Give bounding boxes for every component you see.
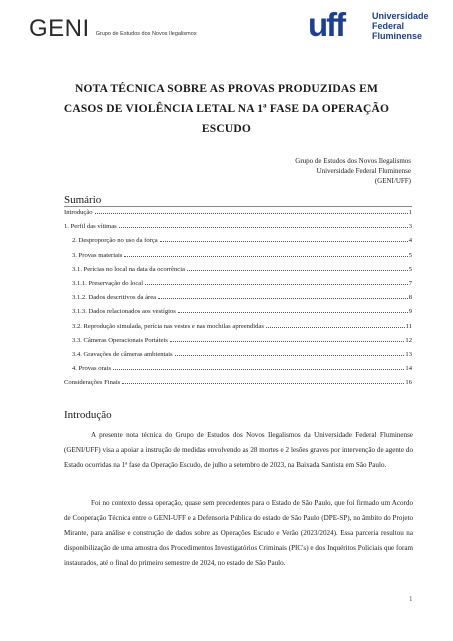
toc-entry-label: 3.1. Perícias no local na data da ocorrência — [72, 265, 185, 273]
toc-entry-page: 11 — [405, 322, 412, 330]
summary-heading: Sumário — [64, 194, 102, 206]
document-title — [30, 79, 423, 139]
toc-leader-dots — [175, 349, 405, 356]
toc-entry-page: 7 — [408, 279, 412, 287]
toc-entry[interactable] — [64, 264, 412, 278]
toc-entry[interactable] — [64, 335, 412, 349]
toc-leader-dots — [124, 250, 407, 257]
toc-entry[interactable] — [64, 292, 412, 306]
svg-text:uff: uff — [308, 8, 345, 42]
toc-leader-dots — [266, 321, 405, 328]
intro-paragraph-2: Foi no contexto dessa operação, quase sem precedentes para o Estado de São Paulo, que foi firmado um Acordo de Cooperação Técnica entre o GENI-UFF e a Defensoria Pública do estado de São Paulo (DPE-SP), no âmbito do Projeto Mirante, para análise e construção de dados sobre as Operações Escudo e Verão (2023/2024). Essa parceria resultou na disponibilização de uma amostra dos Procedimentos Investigatórios Criminais (PIC's) e dos Inquéritos Policiais que foram instaurados, até o final do primeiro semestre de 2024, no estado de São Paulo. — [64, 499, 413, 567]
uff-line-1: Universidade — [372, 11, 429, 21]
uff-logo-mark — [308, 8, 370, 42]
affiliation-line-1: Grupo de Estudos dos Novos Ilegalismos — [295, 157, 411, 165]
toc-leader-dots — [160, 235, 408, 242]
toc-entry-page: 5 — [408, 265, 412, 273]
toc-entry-page: 4 — [408, 237, 412, 245]
toc-entry[interactable] — [64, 306, 412, 320]
toc-entry-label: 2. Desproporção no uso da força — [72, 237, 158, 245]
toc-entry-label: 1. Perfil das vítimas — [64, 223, 117, 231]
affiliation-block — [295, 156, 411, 186]
title-line-2: CASOS DE VIOLÊNCIA LETAL NA 1ª FASE DA OPERAÇÃO — [63, 103, 390, 115]
toc-entry[interactable] — [64, 235, 412, 249]
toc-entry-label: 3.1.3. Dados relacionados aos vestígios — [72, 308, 176, 316]
toc-leader-dots — [119, 221, 408, 228]
toc-entry-label: 3. Provas materiais — [72, 251, 123, 259]
geni-logo-word: GENI — [29, 15, 90, 42]
toc-leader-dots — [178, 306, 408, 313]
toc-leader-dots — [113, 363, 404, 370]
toc-entry-label: 3.2. Reprodução simulada, perícia nas vestes e nas mochilas apreendidas — [72, 322, 264, 330]
toc-entry-page: 13 — [405, 350, 412, 358]
affiliation-line-2: Universidade Federal Fluminense — [316, 167, 411, 175]
toc-entry-page: 1 — [408, 209, 412, 216]
toc-entry[interactable] — [64, 221, 412, 235]
toc-leader-dots — [122, 377, 404, 384]
table-of-contents — [64, 207, 412, 391]
toc-leader-dots — [158, 292, 408, 299]
toc-entry[interactable] — [64, 363, 412, 377]
intro-paragraph-1: A presente nota técnica do Grupo de Estudos dos Novos Ilegalismos da Universidade Federal Fluminense (GENI/UFF) visa a apoiar a instrução de medidas envolvendo as 28 mortes e 2 lesões graves por intervenção de agente do Estado ocorridas na 1ª fase da Operação Escudo, de julho a setembro de 2023, na Baixada Santista em São Paulo. — [64, 431, 413, 469]
toc-entry-page: 3 — [408, 223, 412, 231]
toc-leader-dots — [187, 264, 408, 271]
uff-logo-text — [372, 11, 429, 41]
toc-entry-label: 3.1.1. Preservação do local — [72, 279, 144, 287]
uff-line-2: Federal — [372, 21, 405, 31]
toc-entry-label: Considerações Finais — [64, 379, 121, 387]
page-header — [0, 0, 453, 48]
title-line-3: ESCUDO — [201, 123, 252, 135]
title-line-1: NOTA TÉCNICA SOBRE AS PROVAS PRODUZIDAS EM — [75, 83, 378, 95]
uff-line-3: Fluminense — [372, 31, 423, 41]
toc-entry-label: 3.1.2. Dados descritivos da área — [72, 294, 157, 302]
toc-entry-label: 3.4. Gravações de câmeras ambientais — [72, 350, 173, 358]
introduction-heading: Introdução — [64, 409, 112, 421]
toc-entry[interactable] — [64, 250, 412, 264]
uff-logo — [308, 8, 438, 42]
toc-entry-page: 16 — [405, 379, 412, 387]
toc-entry-page: 12 — [405, 336, 412, 344]
geni-logo — [29, 11, 197, 41]
toc-entry-page: 5 — [408, 251, 412, 259]
toc-leader-dots — [145, 278, 408, 285]
page-number: 1 — [409, 595, 413, 603]
toc-leader-dots — [95, 207, 408, 214]
toc-entry-label: Introdução — [64, 209, 93, 216]
toc-entry[interactable] — [64, 207, 412, 221]
toc-entry-page: 8 — [408, 294, 412, 302]
toc-entry-label: 3.3. Câmeras Operacionais Portáteis — [72, 336, 168, 344]
toc-leader-dots — [170, 335, 405, 342]
toc-entry-page: 9 — [408, 308, 412, 316]
toc-entry[interactable] — [64, 377, 412, 391]
toc-entry[interactable] — [64, 321, 412, 335]
affiliation-line-3: (GENI/UFF) — [374, 177, 411, 185]
toc-entry[interactable] — [64, 278, 412, 292]
geni-logo-subtitle: Grupo de Estudos dos Novos Ilegalismos — [95, 31, 197, 37]
toc-entry-page: 14 — [405, 365, 412, 373]
toc-entry[interactable] — [64, 349, 412, 363]
toc-entry-label: 4. Provas orais — [72, 365, 112, 373]
